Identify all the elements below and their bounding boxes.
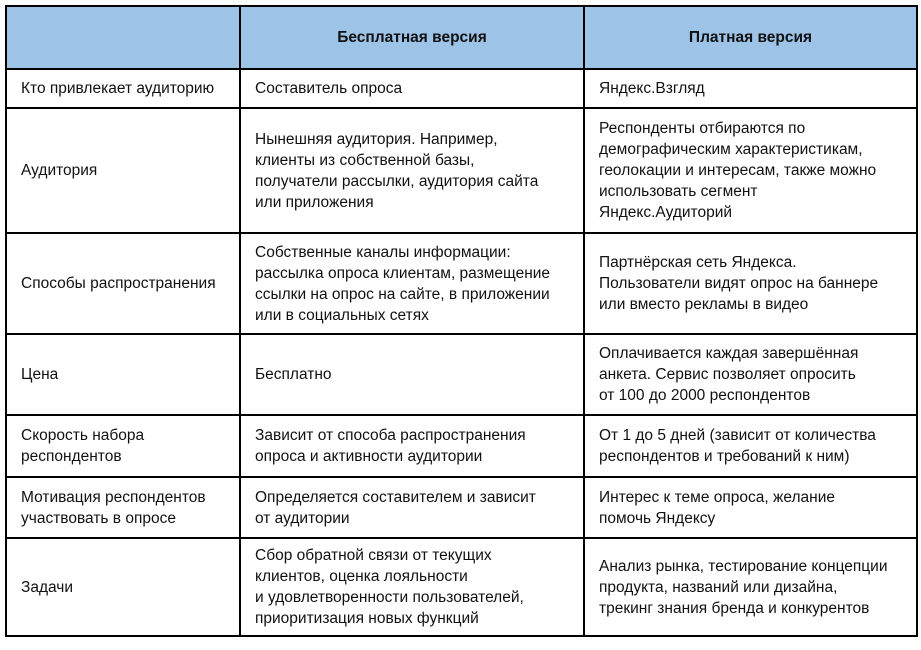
row-label: Мотивация респондентов участвовать в опросе <box>6 477 240 538</box>
table-row <box>6 334 917 415</box>
free-cell: Бесплатно <box>240 334 584 415</box>
free-cell: Составитель опроса <box>240 69 584 108</box>
table-row <box>6 415 917 477</box>
paid-cell: От 1 до 5 дней (зависит от количества респондентов и требований к ним) <box>584 415 917 477</box>
row-label: Аудитория <box>6 108 240 233</box>
row-label: Цена <box>6 334 240 415</box>
header-free-version: Бесплатная версия <box>240 6 584 69</box>
table-row <box>6 477 917 538</box>
paid-cell: Партнёрская сеть Яндекса. Пользователи видят опрос на баннере или вместо рекламы в видео <box>584 233 917 334</box>
paid-cell: Яндекс.Взгляд <box>584 69 917 108</box>
comparison-table <box>5 5 918 637</box>
paid-cell: Оплачивается каждая завершённая анкета. Сервис позволяет опросить от 100 до 2000 респондентов <box>584 334 917 415</box>
row-label: Кто привлекает аудиторию <box>6 69 240 108</box>
paid-cell: Интерес к теме опроса, желание помочь Яндексу <box>584 477 917 538</box>
row-label: Скорость набора респондентов <box>6 415 240 477</box>
table-row <box>6 538 917 636</box>
paid-cell: Респонденты отбираются по демографическим характеристикам, геолокации и интересам, также можно использовать сегмент Яндекс.Аудиторий <box>584 108 917 233</box>
free-cell: Сбор обратной связи от текущих клиентов, оценка лояльности и удовлетворенности пользователей, приоритизация новых функций <box>240 538 584 636</box>
row-label: Задачи <box>6 538 240 636</box>
header-corner-cell <box>6 6 240 69</box>
header-row <box>6 6 917 69</box>
free-cell: Определяется составителем и зависит от аудитории <box>240 477 584 538</box>
row-label: Способы распространения <box>6 233 240 334</box>
free-cell: Зависит от способа распространения опроса и активности аудитории <box>240 415 584 477</box>
header-paid-version: Платная версия <box>584 6 917 69</box>
paid-cell: Анализ рынка, тестирование концепции продукта, названий или дизайна, трекинг знания бренда и конкурентов <box>584 538 917 636</box>
table-row <box>6 69 917 108</box>
table-row <box>6 108 917 233</box>
free-cell: Нынешняя аудитория. Например, клиенты из собственной базы, получатели рассылки, аудитория сайта или приложения <box>240 108 584 233</box>
free-cell: Собственные каналы информации: рассылка опроса клиентам, размещение ссылки на опрос на сайте, в приложении или в социальных сетях <box>240 233 584 334</box>
table-row <box>6 233 917 334</box>
